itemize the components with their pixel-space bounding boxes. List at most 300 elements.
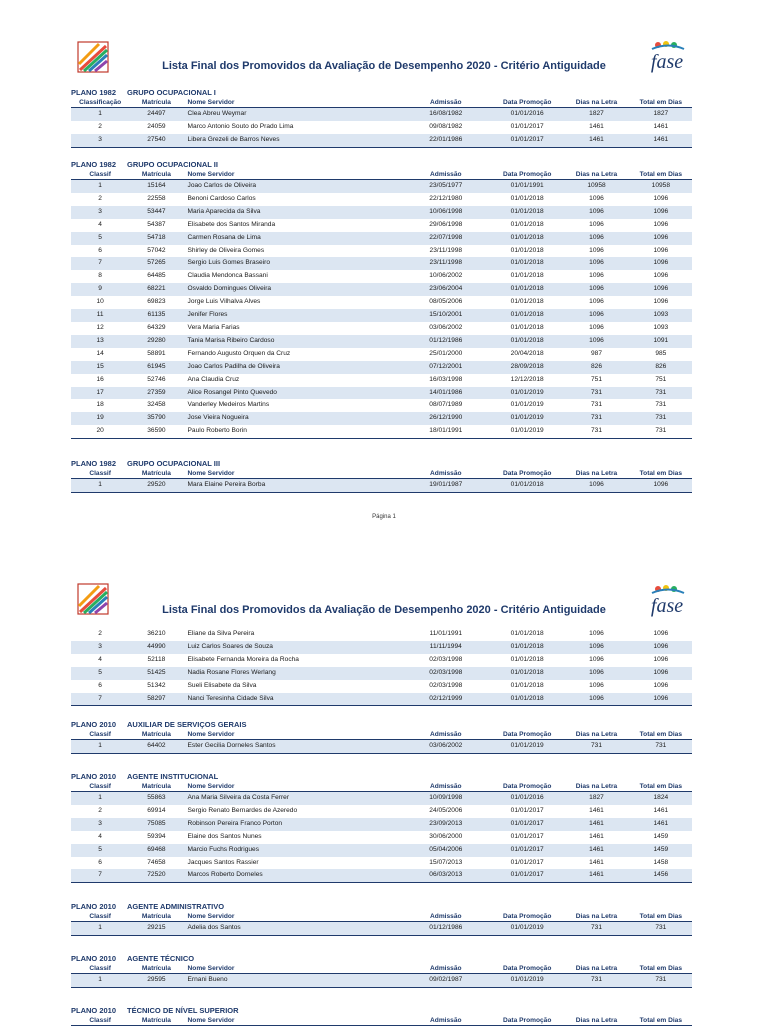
column-header-total-em-dias: Total em Dias — [630, 469, 692, 479]
cell-total-em-dias: 1459 — [630, 844, 692, 857]
column-header-dias-na-letra: Dias na Letra — [563, 98, 629, 108]
cell-dias-na-letra: 1096 — [563, 667, 629, 680]
cell-data-promocao: 01/01/1991 — [491, 180, 563, 193]
cell-dias-na-letra: 731 — [590, 401, 602, 409]
column-header-nome-servidor: Nome Servidor — [184, 964, 401, 974]
column-header-dias-na-letra: Dias na Letra — [563, 469, 629, 479]
section-continuation — [71, 628, 692, 706]
cell-classif: 6 — [98, 246, 102, 254]
promotion-table — [71, 98, 692, 148]
cell-matricula: 52118 — [147, 655, 166, 663]
cell-admissao: 23/09/2013 — [401, 818, 491, 831]
section-plano1982-go3 — [71, 459, 692, 493]
cell-classif: 5 — [71, 232, 129, 245]
section-plano1982-go1 — [71, 88, 692, 148]
section-agente-administrativo — [71, 902, 692, 936]
column-header-data-promocao: Data Promoção — [491, 912, 563, 922]
cell-nome-servidor: Sergio Renato Bernardes de Azeredo — [187, 806, 298, 814]
cell-data-promocao: 01/01/2017 — [510, 858, 544, 866]
cell-nome-servidor: Luiz Carlos Soares de Souza — [184, 641, 401, 654]
cell-nome-servidor: Sueli Elisabete da Silva — [187, 681, 257, 689]
cell-data-promocao: 01/01/2017 — [510, 806, 544, 814]
cell-nome-servidor: Ester Gecilia Dorneles Santos — [184, 740, 401, 754]
cell-data-promocao: 01/01/2017 — [491, 844, 563, 857]
cell-dias-na-letra: 1096 — [589, 323, 604, 331]
cell-classif: 3 — [71, 641, 129, 654]
cell-classif: 13 — [71, 335, 129, 348]
document-title: Lista Final dos Promovidos da Avaliação de Desempenho 2020 - Critério Antiguidade — [162, 604, 606, 616]
table-row — [71, 831, 692, 844]
table-row — [71, 134, 692, 147]
cell-nome-servidor: Tania Marisa Ribeiro Cardoso — [184, 335, 401, 348]
table-row — [71, 974, 692, 988]
cell-matricula: 72520 — [129, 869, 183, 882]
cell-data-promocao: 01/01/2017 — [491, 818, 563, 831]
table-row — [71, 628, 692, 641]
cell-dias-na-letra: 826 — [563, 361, 629, 374]
cell-admissao: 01/12/1986 — [401, 335, 491, 348]
promotion-table — [71, 912, 692, 936]
cell-data-promocao: 01/01/2018 — [510, 630, 544, 637]
cell-total-em-dias: 1461 — [630, 818, 692, 831]
table-row — [71, 108, 692, 121]
column-header-matricula: Matrícula — [129, 1016, 183, 1026]
cell-dias-na-letra: 1096 — [589, 246, 604, 254]
cell-data-promocao: 01/01/2019 — [491, 387, 563, 400]
cell-classif: 7 — [71, 693, 129, 706]
cell-data-promocao: 01/01/2018 — [491, 283, 563, 296]
section-grupo: GRUPO OCUPACIONAL I — [127, 88, 216, 97]
column-header-data-promocao: Data Promoção — [491, 782, 563, 792]
column-header-classif: Classif — [71, 964, 129, 974]
cell-dias-na-letra: 1461 — [563, 869, 629, 882]
cell-dias-na-letra: 1461 — [589, 806, 604, 814]
column-header-dias-na-letra: Dias na Letra — [563, 1016, 629, 1026]
section-grupo: AGENTE INSTITUCIONAL — [127, 772, 219, 781]
cell-classif: 2 — [98, 630, 102, 637]
cell-matricula: 51342 — [147, 681, 166, 689]
cell-nome-servidor: Maria Aparecida da Silva — [184, 206, 401, 219]
cell-total-em-dias: 1096 — [653, 272, 669, 280]
cell-data-promocao: 01/01/2016 — [491, 108, 563, 121]
column-header-admissao: Admissão — [401, 98, 491, 108]
cell-admissao: 10/06/2002 — [429, 272, 463, 280]
cell-classif: 1 — [71, 108, 129, 121]
cell-matricula: 61135 — [129, 309, 183, 322]
cell-nome-servidor: Joao Carlos Padilha de Oliveira — [184, 361, 401, 374]
cell-total-em-dias: 1461 — [653, 122, 669, 130]
cell-total-em-dias: 1824 — [630, 792, 692, 805]
cell-data-promocao: 01/01/2019 — [491, 412, 563, 425]
cell-matricula: 27540 — [129, 134, 183, 147]
cell-data-promocao: 01/01/2016 — [491, 792, 563, 805]
table-row — [71, 374, 692, 387]
cell-admissao: 22/01/1986 — [401, 134, 491, 147]
section-plano: PLANO 2010 — [71, 954, 117, 963]
cell-matricula: 53447 — [129, 206, 183, 219]
cell-admissao: 03/06/2002 — [401, 740, 491, 754]
cell-data-promocao: 01/01/2019 — [510, 427, 544, 435]
column-header-matricula: Matrícula — [129, 469, 183, 479]
table-row — [71, 257, 692, 270]
column-header-matricula: Matrícula — [129, 964, 183, 974]
column-header-dias-na-letra: Dias na Letra — [563, 912, 629, 922]
cell-dias-na-letra: 1461 — [589, 832, 604, 840]
column-header-classif: Classif — [71, 1016, 129, 1026]
cell-matricula: 27359 — [129, 387, 183, 400]
section-grupo: TÉCNICO DE NÍVEL SUPERIOR — [127, 1006, 239, 1015]
cell-data-promocao: 01/01/2018 — [510, 655, 544, 663]
table-row — [71, 479, 692, 493]
cell-data-promocao: 01/01/2017 — [510, 122, 544, 130]
cell-matricula: 51425 — [129, 667, 183, 680]
cell-admissao: 23/06/2004 — [401, 283, 491, 296]
column-header-classif: Classif — [71, 469, 129, 479]
cell-nome-servidor: Mara Elaine Pereira Borba — [184, 479, 401, 493]
section-grupo: AGENTE TÉCNICO — [127, 954, 195, 963]
table-row — [71, 283, 692, 296]
column-header-total-em-dias: Total em Dias — [630, 964, 692, 974]
cell-dias-na-letra: 1461 — [589, 122, 604, 130]
column-header-data-promocao: Data Promoção — [491, 170, 563, 180]
cell-nome-servidor: Benoni Cardoso Carlos — [187, 194, 256, 202]
cell-dias-na-letra: 1096 — [563, 479, 629, 493]
cell-nome-servidor: Marcio Fuchs Rodrigues — [184, 844, 401, 857]
cell-data-promocao: 01/01/2019 — [510, 401, 544, 409]
cell-data-promocao: 01/01/2018 — [510, 298, 544, 306]
cell-admissao: 30/06/2000 — [429, 832, 463, 840]
table-row — [71, 740, 692, 754]
cell-admissao: 24/05/2006 — [429, 806, 463, 814]
cell-classif: 15 — [71, 361, 129, 374]
cell-classif: 1 — [71, 740, 129, 754]
cell-nome-servidor: Elisabete Fernanda Moreira da Rocha — [187, 655, 299, 663]
cell-classif: 2 — [98, 122, 102, 130]
cell-dias-na-letra: 1096 — [563, 641, 629, 654]
cell-dias-na-letra: 1096 — [563, 232, 629, 245]
cell-admissao: 02/03/1998 — [429, 681, 463, 689]
column-header-dias-na-letra: Dias na Letra — [563, 170, 629, 180]
cell-classif: 3 — [71, 818, 129, 831]
column-header-data-promocao: Data Promoção — [491, 964, 563, 974]
section-plano: PLANO 1982 — [71, 459, 117, 468]
column-header-nome-servidor: Nome Servidor — [184, 782, 401, 792]
cell-dias-na-letra: 1461 — [563, 134, 629, 147]
cell-dias-na-letra: 731 — [563, 974, 629, 988]
cell-nome-servidor: Claudia Mendonca Bassani — [187, 272, 268, 280]
cell-dias-na-letra: 1096 — [563, 283, 629, 296]
promotion-table — [71, 730, 692, 754]
cell-nome-servidor: Adelia dos Santos — [184, 922, 401, 936]
cell-nome-servidor: Jacques Santos Rassier — [187, 858, 259, 866]
column-header-matricula: Matrícula — [129, 730, 183, 740]
cell-matricula: 64402 — [129, 740, 183, 754]
cell-dias-na-letra: 1461 — [589, 858, 604, 866]
cell-matricula: 68221 — [129, 283, 183, 296]
cell-total-em-dias: 1827 — [630, 108, 692, 121]
cell-data-promocao: 01/01/2018 — [491, 693, 563, 706]
cell-data-promocao: 01/01/2018 — [491, 309, 563, 322]
cell-total-em-dias: 1091 — [630, 335, 692, 348]
fase-logo-text: fase — [650, 51, 684, 73]
cell-dias-na-letra: 1461 — [563, 818, 629, 831]
cell-total-em-dias: 1096 — [630, 641, 692, 654]
cell-admissao: 06/03/2013 — [401, 869, 491, 882]
cell-classif: 1 — [71, 792, 129, 805]
cell-total-em-dias: 1096 — [630, 257, 692, 270]
page-2 — [0, 570, 768, 1024]
column-header-admissao: Admissão — [401, 170, 491, 180]
table-row — [71, 309, 692, 322]
cell-data-promocao: 01/01/2018 — [491, 335, 563, 348]
column-header-dias-na-letra: Dias na Letra — [563, 964, 629, 974]
promotion-table — [71, 469, 692, 493]
cell-dias-na-letra: 731 — [590, 427, 602, 435]
cell-classif: 4 — [98, 832, 102, 840]
cell-classif: 6 — [98, 681, 102, 689]
cell-admissao: 11/11/1994 — [401, 641, 491, 654]
column-header-total-em-dias: Total em Dias — [630, 782, 692, 792]
table-row — [71, 844, 692, 857]
cell-admissao: 25/01/2000 — [429, 349, 463, 357]
cell-admissao: 23/05/1977 — [401, 180, 491, 193]
column-header-matricula: Matrícula — [129, 170, 183, 180]
cell-admissao: 18/01/1991 — [429, 427, 463, 435]
table-row — [71, 348, 692, 361]
cell-matricula: 57042 — [147, 246, 166, 254]
cell-classif: 5 — [71, 844, 129, 857]
cell-total-em-dias: 1093 — [630, 309, 692, 322]
section-auxiliar — [71, 720, 692, 754]
cell-data-promocao: 12/12/2018 — [510, 375, 544, 383]
cell-dias-na-letra: 1096 — [563, 693, 629, 706]
column-header-data-promocao: Data Promoção — [491, 1016, 563, 1026]
cell-nome-servidor: Ana Maria Silveira da Costa Ferrer — [184, 792, 401, 805]
cell-matricula: 35790 — [129, 412, 183, 425]
cell-admissao: 26/12/1990 — [401, 412, 491, 425]
cell-matricula: 58297 — [129, 693, 183, 706]
cell-nome-servidor: Nanci Teresinha Cidade Silva — [184, 693, 401, 706]
cell-nome-servidor: Nadia Rosane Flores Werlang — [184, 667, 401, 680]
cell-dias-na-letra: 1096 — [589, 220, 604, 228]
cell-nome-servidor: Paulo Roberto Borin — [187, 427, 247, 435]
cell-data-promocao: 20/04/2018 — [510, 349, 544, 357]
cell-data-promocao: 01/01/2018 — [510, 246, 544, 254]
cell-data-promocao: 01/01/2019 — [491, 974, 563, 988]
cell-admissao: 03/06/2002 — [429, 323, 463, 331]
cell-data-promocao: 01/01/2018 — [510, 272, 544, 280]
cell-matricula: 24059 — [147, 122, 166, 130]
cell-nome-servidor: Ana Claudia Cruz — [187, 375, 240, 383]
table-row — [71, 792, 692, 805]
cell-matricula: 22558 — [147, 194, 166, 202]
cell-dias-na-letra: 1827 — [563, 792, 629, 805]
cell-nome-servidor: Vera Maria Farias — [187, 323, 240, 331]
cell-admissao: 19/01/1987 — [401, 479, 491, 493]
column-header-data-promocao: Data Promoção — [491, 98, 563, 108]
cell-total-em-dias: 1458 — [653, 858, 669, 866]
cell-total-em-dias: 731 — [630, 740, 692, 754]
cell-matricula: 74658 — [147, 858, 166, 866]
cell-total-em-dias: 1096 — [630, 206, 692, 219]
table-row — [71, 121, 692, 134]
cell-admissao: 14/01/1986 — [401, 387, 491, 400]
cell-nome-servidor: Marcos Roberto Dorneles — [184, 869, 401, 882]
cell-data-promocao: 01/01/2017 — [491, 134, 563, 147]
section-plano: PLANO 2010 — [71, 720, 117, 729]
promotion-table — [71, 964, 692, 988]
cell-total-em-dias: 1096 — [653, 681, 669, 689]
column-header-total-em-dias: Total em Dias — [630, 170, 692, 180]
cell-total-em-dias: 1096 — [630, 667, 692, 680]
column-header-classif: Classif — [71, 170, 129, 180]
column-header-nome-servidor: Nome Servidor — [184, 170, 401, 180]
cell-admissao: 10/09/1998 — [401, 792, 491, 805]
cell-matricula: 15164 — [129, 180, 183, 193]
cell-classif: 8 — [98, 272, 102, 280]
cell-dias-na-letra: 731 — [563, 412, 629, 425]
cell-nome-servidor: Vanderley Medeiros Martins — [187, 401, 270, 409]
column-header-total-em-dias: Total em Dias — [630, 912, 692, 922]
column-header-data-promocao: Data Promoção — [491, 730, 563, 740]
column-header-classif: Classif — [71, 782, 129, 792]
column-header-classif: Classif — [71, 912, 129, 922]
section-plano: PLANO 1982 — [71, 160, 117, 169]
cell-matricula: 24497 — [129, 108, 183, 121]
cell-total-em-dias: 1096 — [630, 693, 692, 706]
cell-admissao: 05/04/2006 — [401, 844, 491, 857]
fase-logo — [638, 40, 696, 74]
cell-data-promocao: 01/01/2018 — [491, 479, 563, 493]
cell-classif: 12 — [96, 323, 104, 331]
cell-dias-na-letra: 987 — [590, 349, 602, 357]
table-row — [71, 680, 692, 693]
cell-admissao: 01/12/1986 — [401, 922, 491, 936]
cell-dias-na-letra: 1096 — [563, 257, 629, 270]
cell-total-em-dias: 1096 — [630, 283, 692, 296]
cell-total-em-dias: 731 — [630, 387, 692, 400]
cell-total-em-dias: 731 — [655, 427, 667, 435]
cell-total-em-dias: 751 — [655, 375, 667, 383]
cell-total-em-dias: 985 — [655, 349, 667, 357]
cell-nome-servidor: Elaine dos Santos Nunes — [187, 832, 262, 840]
column-header-matricula: Matrícula — [129, 912, 183, 922]
cell-data-promocao: 01/01/2018 — [510, 323, 544, 331]
cell-nome-servidor: Shirley de Oliveira Gomes — [187, 246, 265, 254]
table-row — [71, 922, 692, 936]
cell-dias-na-letra: 1096 — [589, 272, 604, 280]
cell-data-promocao: 01/01/2019 — [491, 740, 563, 754]
column-header-nome-servidor: Nome Servidor — [184, 730, 401, 740]
table-row — [71, 219, 692, 232]
table-row — [71, 296, 692, 309]
cell-admissao: 11/01/1991 — [429, 630, 463, 637]
cell-admissao: 15/10/2001 — [401, 309, 491, 322]
cell-nome-servidor: Marco Antonio Souto do Prado Lima — [187, 122, 294, 130]
cell-nome-servidor: Osvaldo Domingues Oliveira — [184, 283, 401, 296]
promotion-table — [71, 1016, 692, 1026]
cell-matricula: 54718 — [129, 232, 183, 245]
cell-dias-na-letra: 1096 — [589, 298, 604, 306]
cell-nome-servidor: Carmen Rosana de Lima — [184, 232, 401, 245]
table-row — [71, 667, 692, 680]
table-row — [71, 654, 692, 667]
column-header-total-em-dias: Total em Dias — [630, 730, 692, 740]
column-header-matricula: Matrícula — [129, 98, 183, 108]
cell-classif: 16 — [96, 375, 104, 383]
table-row — [71, 270, 692, 283]
cell-total-em-dias: 1096 — [653, 655, 669, 663]
cell-dias-na-letra: 1827 — [563, 108, 629, 121]
cell-matricula: 61945 — [129, 361, 183, 374]
cell-data-promocao: 01/01/2018 — [491, 257, 563, 270]
table-row — [71, 412, 692, 425]
cell-admissao: 16/08/1982 — [401, 108, 491, 121]
table-row — [71, 399, 692, 412]
cell-dias-na-letra: 1096 — [563, 206, 629, 219]
cell-data-promocao: 01/01/2019 — [491, 922, 563, 936]
cell-admissao: 08/07/1989 — [429, 401, 463, 409]
table-row — [71, 869, 692, 882]
cell-total-em-dias: 1096 — [653, 298, 669, 306]
cell-total-em-dias: 731 — [630, 974, 692, 988]
cell-nome-servidor: Libera Grezeli de Barros Neves — [184, 134, 401, 147]
cell-dias-na-letra: 1461 — [563, 844, 629, 857]
cell-nome-servidor: Jose Vieira Nogueira — [184, 412, 401, 425]
cell-matricula: 29215 — [129, 922, 183, 936]
cell-dias-na-letra: 1096 — [589, 681, 604, 689]
table-row — [71, 693, 692, 706]
cell-dias-na-letra: 731 — [563, 922, 629, 936]
column-header-total-em-dias: Total em Dias — [630, 98, 692, 108]
cell-matricula: 58891 — [147, 349, 166, 357]
cell-dias-na-letra: 10958 — [563, 180, 629, 193]
cell-matricula: 64329 — [147, 323, 166, 331]
cell-matricula: 75085 — [129, 818, 183, 831]
cell-classif: 17 — [71, 387, 129, 400]
cell-dias-na-letra: 1096 — [589, 194, 604, 202]
cell-nome-servidor: Fernando Augusto Orquen da Cruz — [187, 349, 291, 357]
cell-dias-na-letra: 1096 — [589, 630, 604, 637]
cell-classif: 1 — [71, 180, 129, 193]
cell-nome-servidor: Joao Carlos de Oliveira — [184, 180, 401, 193]
cell-admissao: 22/12/1980 — [429, 194, 463, 202]
cell-admissao: 22/07/1998 — [401, 232, 491, 245]
cell-matricula: 64485 — [147, 272, 166, 280]
section-agente-institucional — [71, 772, 692, 883]
cell-classif: 2 — [98, 806, 102, 814]
cell-total-em-dias: 1096 — [653, 220, 669, 228]
section-agente-tecnico — [71, 954, 692, 988]
cell-total-em-dias: 1456 — [630, 869, 692, 882]
table-row — [71, 232, 692, 245]
column-header-nome-servidor: Nome Servidor — [184, 912, 401, 922]
cell-nome-servidor: Alice Rosangel Pinto Quevedo — [184, 387, 401, 400]
cell-classif: 6 — [98, 858, 102, 866]
column-header-admissao: Admissão — [401, 782, 491, 792]
table-row — [71, 857, 692, 870]
cell-classif: 3 — [71, 206, 129, 219]
cell-admissao: 09/08/1982 — [429, 122, 463, 130]
promotion-table — [71, 170, 692, 439]
cell-total-em-dias: 1096 — [630, 479, 692, 493]
cell-nome-servidor: Elisabete dos Santos Miranda — [187, 220, 276, 228]
fase-logo-text: fase — [650, 595, 684, 617]
table-row — [71, 245, 692, 258]
cell-nome-servidor: Jorge Luis Vilhalva Alves — [187, 298, 261, 306]
cell-matricula: 52746 — [147, 375, 166, 383]
cell-total-em-dias: 1096 — [653, 194, 669, 202]
